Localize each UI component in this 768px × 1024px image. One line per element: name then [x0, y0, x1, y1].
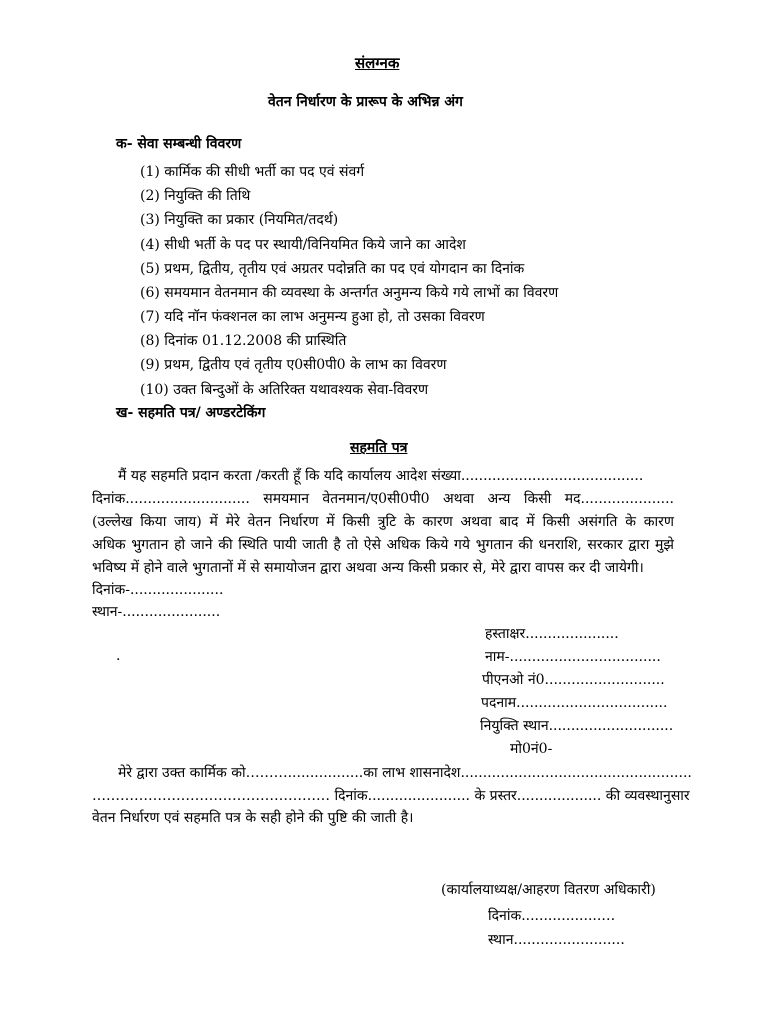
consent-para-line: (उल्लेख किया जाय) में मेरे वेतन निर्धारण में किसी त्रुटि के कारण अथवा बाद में किसी असंगति के कारण [92, 514, 674, 530]
name-field: नाम-.................................. [485, 649, 661, 665]
page-title: संलग्नक [355, 54, 400, 72]
list-item: (10) उक्त बिन्दुओं के अतिरिक्त यथावश्यक सेवा-विवरण [140, 382, 429, 398]
list-item: (5) प्रथम, द्वितीय, तृतीय एवं अग्रतर पदोन्नति का पद एवं योगदान का दिनांक [140, 261, 525, 277]
list-item: (8) दिनांक 01.12.2008 की प्रास्थिति [140, 333, 347, 349]
designation-field: पदनाम.................................. [481, 695, 668, 711]
list-item: (9) प्रथम, द्वितीय एवं तृतीय ए0सी0पी0 के लाभ का विवरण [140, 357, 447, 373]
officer-date: दिनांक..................… [488, 908, 616, 924]
section-kha-heading: ख- सहमति पत्र/ अण्डरटेकिंग [116, 405, 266, 421]
consent-para-line: मैं यह सहमति प्रदान करता /करती हूँ कि यदि कार्यालय आदेश संख्या......................................... [118, 468, 644, 484]
verification-line: मेरे द्वारा उक्त कार्मिक को……….................का लाभ शासनादेश.................................................... [118, 765, 692, 781]
page-subtitle: वेतन निर्धारण के प्रारूप के अभिन्न अंग [268, 94, 463, 110]
officer-place: स्थान......................... [488, 932, 625, 948]
list-item: (1) कार्मिक की सीधी भर्ती का पद एवं संवर्ग [140, 164, 365, 180]
verification-line: …………………………………………… दिनांक....................... के प्रस्तर................... की व्यवस्थानुसार [92, 788, 690, 804]
list-item: (4) सीधी भर्ती के पद पर स्थायी/विनियमित किये जाने का आदेश [140, 237, 466, 253]
consent-para-line: भविष्य में होने वाले भुगतानों में से समायोजन द्वारा अथवा अन्य किसी प्रकार से, मेरे द्वारा वापस कर दी जायेगी। [92, 560, 644, 576]
signature-field: हस्ताक्षर..................... [485, 626, 619, 642]
consent-para-line: अधिक भुगतान हो जाने की स्थिति पायी जाती है तो ऐसे अधिक किये गये भुगतान की धनराशि, सरकार द्वारा मुझे [92, 537, 674, 553]
consent-place-line: स्थान-...................... [92, 604, 221, 620]
list-item: (7) यदि नॉन फंक्शनल का लाभ अनुमन्य हुआ हो, तो उसका विवरण [140, 309, 485, 325]
consent-title: सहमति पत्र [350, 440, 408, 456]
consent-para-line: दिनांक............................ समयमान वेतनमान/ए0सी0पी0 अथवा अन्य किसी मद..................... [92, 491, 674, 507]
pan-field: पीएनओ नं0........................... [482, 672, 665, 688]
stray-dot: . [116, 648, 121, 664]
verification-line: वेतन निर्धारण एवं सहमति पत्र के सही होने की पुष्टि की जाती है। [92, 810, 414, 826]
officer-designation: (कार्यालयाध्यक्ष/आहरण वितरण अधिकारी) [441, 882, 656, 898]
list-item: (2) नियुक्ति की तिथि [140, 188, 251, 204]
posting-place-field: नियुक्ति स्थान............................ [480, 718, 674, 734]
section-ka-heading: क- सेवा सम्बन्धी विवरण [116, 136, 242, 152]
list-item: (6) समयमान वेतनमान की व्यवस्था के अन्तर्गत अनुमन्य किये गये लाभों का विवरण [140, 285, 559, 301]
mobile-field: मो0नं0- [510, 741, 553, 757]
list-item: (3) नियुक्ति का प्रकार (नियमित/तदर्थ) [140, 212, 339, 228]
consent-date-line: दिनांक-..................... [92, 582, 224, 598]
